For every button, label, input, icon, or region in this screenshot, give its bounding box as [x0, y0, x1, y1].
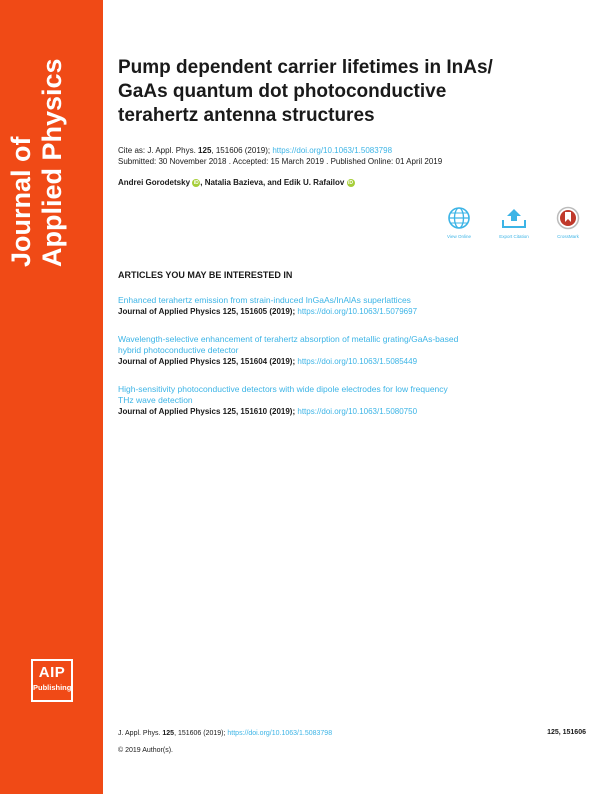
related-articles-heading: ARTICLES YOU MAY BE INTERESTED IN — [118, 270, 293, 280]
related-article: Wavelength-selective enhancement of terahertz absorption of metallic grating/GaAs-based hybrid photoconductive detector Journal of Applied Physics 125, 151604 (2019); https://doi.org/10.1063/1.5085449 — [118, 334, 578, 367]
doi-link[interactable]: https://doi.org/10.1063/1.5085449 — [297, 357, 418, 366]
view-online-button[interactable]: View Online — [439, 206, 479, 239]
export-icon — [500, 206, 528, 230]
author-link[interactable]: Andrei Gorodetsky — [118, 178, 191, 187]
doi-link[interactable]: https://doi.org/10.1063/1.5079697 — [297, 307, 418, 316]
orcid-icon[interactable]: iD — [193, 180, 199, 186]
aip-publishing-logo[interactable]: AIP Publishing — [31, 659, 73, 702]
footer-page-id: 125, 151606 — [547, 729, 586, 736]
related-article: High-sensitivity photoconductive detectors with wide dipole electrodes for low frequency THz wave detection Journal of Applied Physics 125, 151610 (2019); https://doi.org/10.1063/1.5080750 — [118, 384, 578, 417]
crossmark-button[interactable]: CrossMark — [548, 206, 588, 239]
copyright: © 2019 Author(s). — [118, 747, 173, 754]
citation-line: Cite as: J. Appl. Phys. 125, 151606 (2019); https://doi.org/10.1063/1.5083798 — [118, 146, 393, 155]
orcid-icon[interactable]: iD — [348, 180, 354, 186]
publication-dates: Submitted: 30 November 2018 . Accepted: 15 March 2019 . Published Online: 01 April 2019 — [118, 157, 443, 166]
doi-link[interactable]: https://doi.org/10.1063/1.5080750 — [297, 407, 418, 416]
doi-link[interactable]: https://doi.org/10.1063/1.5083798 — [227, 730, 333, 737]
related-article: Enhanced terahertz emission from strain-induced InGaAs/InAlAs superlattices Journal of Applied Physics 125, 151605 (2019); https://doi.org/10.1063/1.5079697 — [118, 295, 578, 317]
footer-citation: J. Appl. Phys. 125, 151606 (2019); https://doi.org/10.1063/1.5083798 — [118, 730, 333, 737]
related-article-title[interactable]: High-sensitivity photoconductive detectors with wide dipole electrodes for low frequency THz wave detection — [118, 384, 448, 405]
globe-icon — [447, 206, 471, 230]
export-citation-button[interactable]: Export Citation — [494, 206, 534, 239]
crossmark-icon — [556, 206, 580, 230]
journal-sidebar — [0, 0, 103, 794]
doi-link[interactable]: https://doi.org/10.1063/1.5083798 — [272, 146, 393, 155]
journal-name: Journal of Applied Physics — [6, 58, 67, 267]
related-article-title[interactable]: Wavelength-selective enhancement of terahertz absorption of metallic grating/GaAs-based hybrid photoconductive detector — [118, 334, 459, 355]
author-list: Andrei Gorodetsky iD , Natalia Bazieva, and Edik U. Rafailov iD — [118, 178, 354, 187]
related-article-title[interactable]: Enhanced terahertz emission from strain-induced InGaAs/InAlAs superlattices — [118, 295, 411, 305]
article-title: Pump dependent carrier lifetimes in InAs/ GaAs quantum dot photoconductive terahertz antenna structures — [118, 57, 493, 126]
